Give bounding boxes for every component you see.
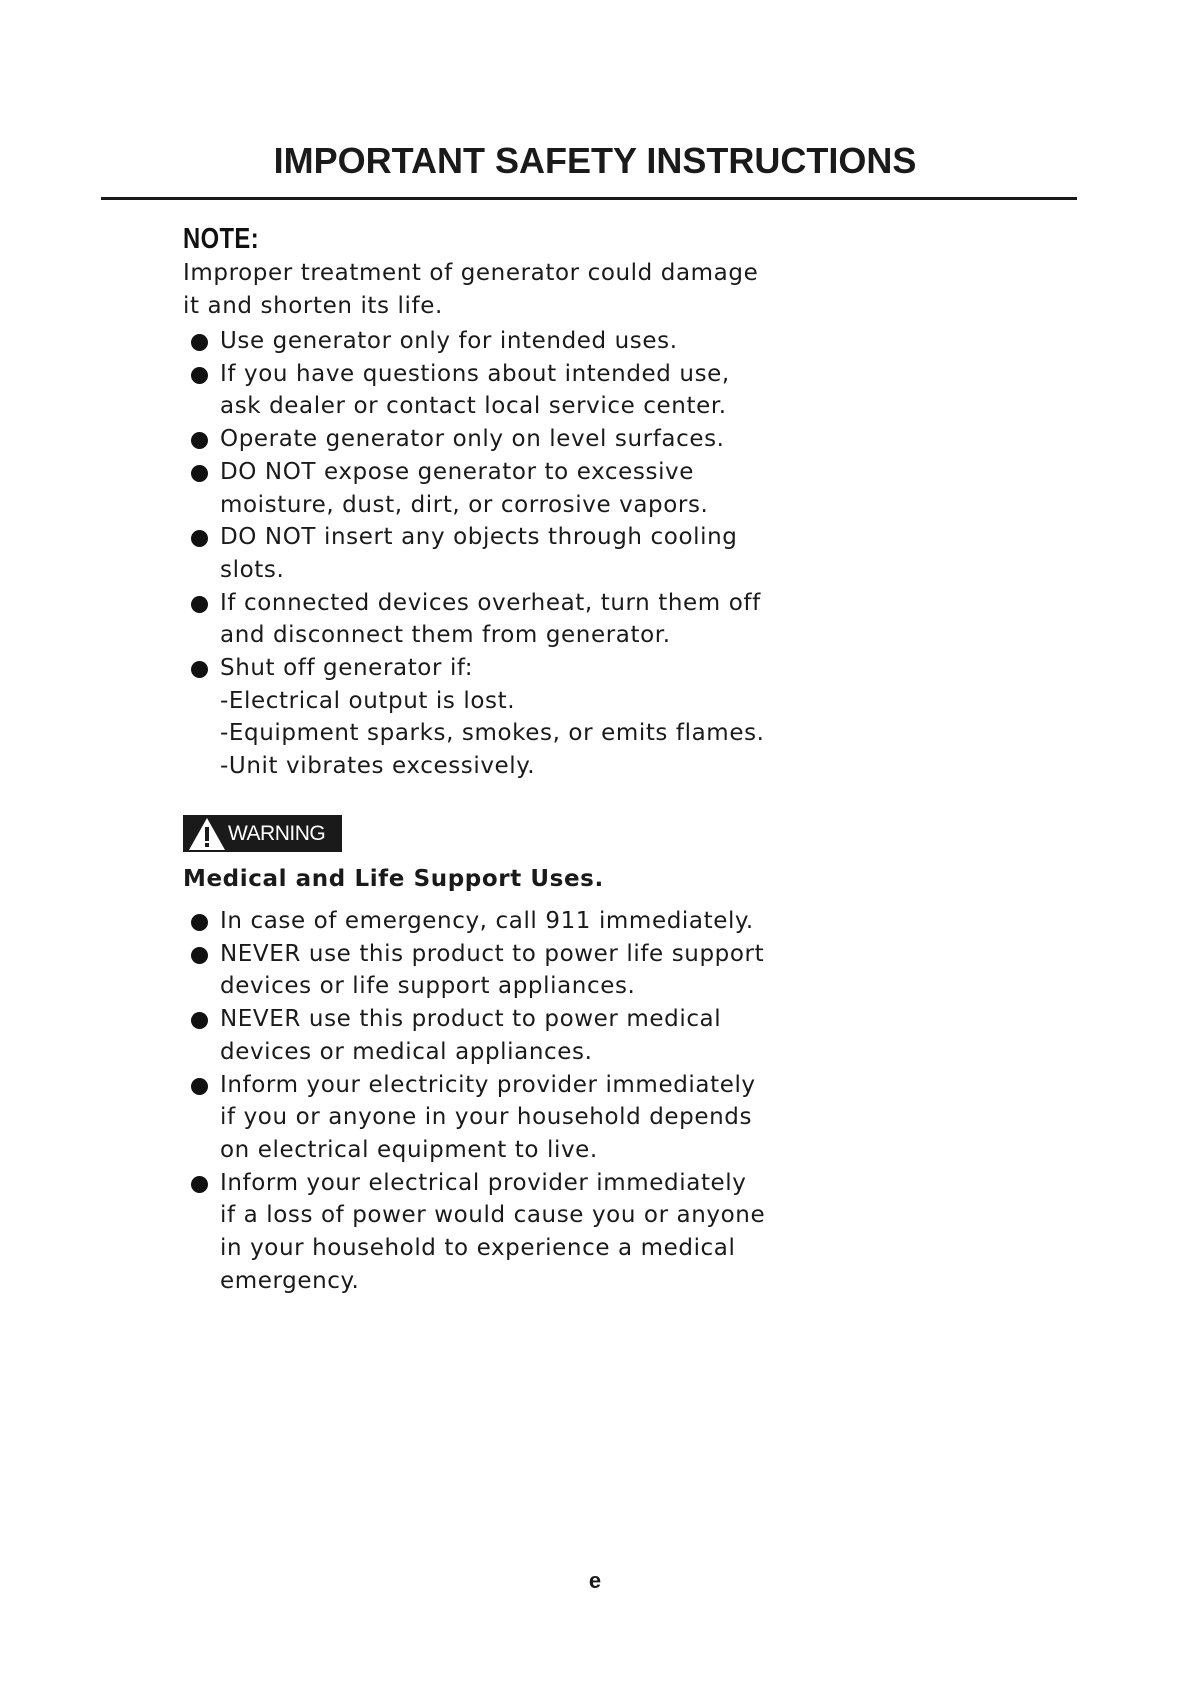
list-item-text: if you or anyone in your household depends — [220, 1104, 753, 1131]
list-item-text: in your household to experience a medical — [220, 1235, 736, 1262]
list-item-text: devices or medical appliances. — [220, 1038, 593, 1065]
bullet-icon — [191, 661, 208, 678]
bullet-icon — [191, 947, 208, 964]
list-item — [183, 652, 783, 783]
warning-label: WARNING — [228, 821, 326, 845]
list-item — [183, 1069, 783, 1167]
list-item-text: Shut off generator if: — [220, 655, 474, 682]
note-intro-line: it and shorten its life. — [183, 292, 443, 319]
page-number: e — [588, 1568, 602, 1593]
bullet-icon — [191, 465, 208, 482]
list-item — [183, 1003, 783, 1068]
list-item-text: slots. — [220, 556, 285, 583]
list-item-text: ask dealer or contact local service center. — [220, 393, 727, 420]
list-item-text: moisture, dust, dirt, or corrosive vapors. — [220, 491, 709, 518]
list-item-text: DO NOT expose generator to excessive — [220, 458, 695, 485]
note-intro-line: Improper treatment of generator could damage — [183, 260, 759, 286]
list-item-subtext: -Electrical output is lost. — [220, 687, 516, 714]
list-item-text: and disconnect them from generator. — [220, 622, 671, 649]
note-bullet-list — [183, 325, 783, 783]
list-item-subtext: -Unit vibrates excessively. — [220, 753, 536, 780]
list-item — [183, 521, 783, 586]
list-item-text: Operate generator only on level surfaces. — [220, 426, 725, 453]
list-item — [183, 423, 783, 456]
bullet-icon — [191, 367, 208, 384]
list-item — [183, 905, 783, 938]
list-item-text: DO NOT insert any objects through cooling — [220, 524, 738, 551]
list-item-text: NEVER use this product to power life support — [220, 940, 765, 967]
list-item — [183, 358, 783, 423]
title-divider — [101, 197, 1077, 200]
list-item-text: on electrical equipment to live. — [220, 1136, 598, 1163]
list-item — [183, 587, 783, 652]
list-item — [183, 938, 783, 1003]
bullet-icon — [191, 1078, 208, 1095]
medical-heading: Medical and Life Support Uses. — [183, 866, 604, 892]
list-item-text: if a loss of power would cause you or anyone — [220, 1202, 766, 1229]
bullet-icon — [191, 1012, 208, 1029]
medical-bullet-list — [183, 905, 783, 1297]
bullet-icon — [191, 1176, 208, 1193]
note-intro — [183, 257, 783, 322]
list-item-text: emergency. — [220, 1267, 360, 1294]
list-item-text: Use generator only for intended uses. — [220, 328, 678, 354]
list-item-text: In case of emergency, call 911 immediately. — [220, 908, 754, 934]
list-item-text: Inform your electrical provider immediately — [220, 1169, 747, 1196]
bullet-icon — [191, 334, 208, 351]
list-item-subtext: -Equipment sparks, smokes, or emits flames. — [220, 720, 765, 747]
note-heading: NOTE: — [183, 223, 260, 255]
list-item-text: NEVER use this product to power medical — [220, 1006, 722, 1033]
list-item-text: If you have questions about intended use, — [220, 360, 730, 387]
bullet-icon — [191, 530, 208, 547]
warning-badge — [183, 815, 342, 852]
list-item — [183, 456, 783, 521]
list-item — [183, 325, 783, 358]
bullet-icon — [191, 432, 208, 449]
list-item-text: If connected devices overheat, turn them off — [220, 589, 761, 616]
list-item-text: devices or life support appliances. — [220, 973, 636, 1000]
list-item-text: Inform your electricity provider immediately — [220, 1071, 756, 1098]
list-item — [183, 1167, 783, 1298]
bullet-icon — [191, 596, 208, 613]
bullet-icon — [191, 914, 208, 931]
warning-triangle-icon — [187, 815, 227, 852]
page-title: IMPORTANT SAFETY INSTRUCTIONS — [273, 140, 917, 181]
